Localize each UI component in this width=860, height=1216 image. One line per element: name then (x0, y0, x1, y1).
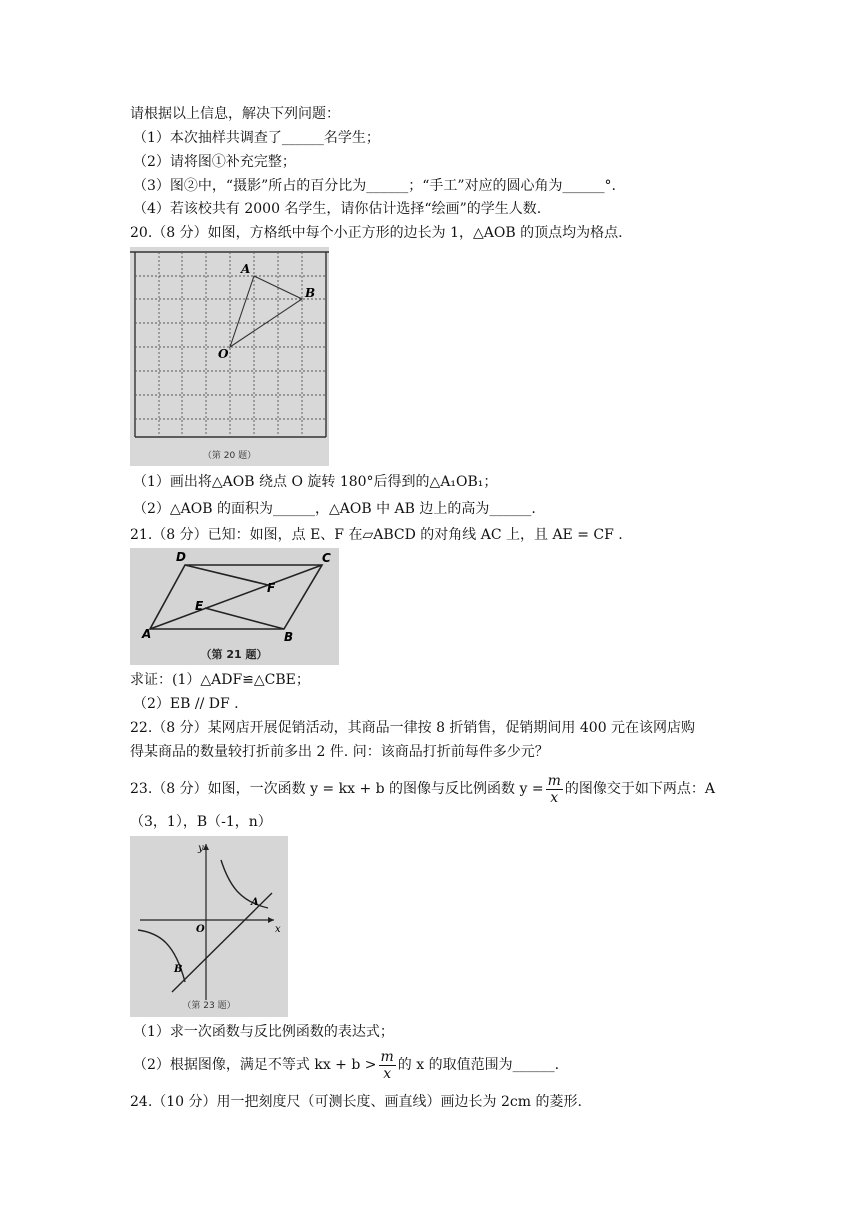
figure-21-caption: （第 21 题） (200, 648, 268, 661)
q20-part1: （1）画出将△AOB 绕点 O 旋转 180°后得到的△A₁OB₁； (133, 474, 498, 490)
q19-part3: （3）图②中，“摄影”所占的百分比为______；“手工”对应的圆心角为______°. (133, 178, 616, 194)
q23-fraction (546, 773, 563, 806)
q23-stem-a: 23.（8 分）如图，一次函数 y = kx + b 的图像与反比例函数 y = (130, 781, 544, 797)
q24-stem: 24.（10 分）用一把刻度尺（可测长度、画直线）画边长为 2cm 的菱形. (130, 1094, 582, 1110)
q23-part2-a: （2）根据图像，满足不等式 kx + b > (133, 1057, 377, 1073)
figure-23-svg (130, 836, 288, 1017)
label-x: x (275, 924, 281, 935)
q19-part1: （1）本次抽样共调查了______名学生； (133, 130, 380, 146)
label-a: A (251, 897, 259, 908)
fraction-denominator: x (550, 789, 559, 806)
figure-23 (130, 836, 288, 1017)
label-a: A (241, 262, 251, 276)
q22-line1: 22.（8 分）某网店开展促销活动，其商品一律按 8 折销售，促销期间用 400 元在该网店购 (130, 720, 696, 736)
label-o: O (218, 347, 229, 361)
q23-part2 (133, 1046, 559, 1084)
q21-part2: （2）EB // DF . (133, 696, 239, 712)
q23-part2-fraction (379, 1049, 396, 1082)
figure-23-caption: （第 23 题） (182, 1001, 236, 1011)
figure-20-caption: （第 20 题） (202, 451, 257, 461)
label-y: y (198, 843, 204, 854)
figure-21 (130, 548, 339, 665)
figure-20-svg (130, 247, 329, 466)
label-c: C (322, 551, 331, 565)
q22-line2: 得某商品的数量较打折前多出 2 件. 问：该商品打折前每件多少元？ (130, 744, 549, 760)
q23-stem2: （3，1），B（-1，n） (130, 814, 272, 830)
q19-part4: （4）若该校共有 2000 名学生，请你估计选择“绘画”的学生人数. (133, 201, 542, 217)
q19-part2: （2）请将图①补充完整； (133, 154, 296, 170)
fraction-numerator: m (547, 772, 561, 789)
figure-20 (130, 247, 329, 466)
label-b: B (305, 286, 316, 300)
intro-text: 请根据以上信息，解决下列问题： (130, 106, 340, 122)
q23-part1: （1）求一次函数与反比例函数的表达式； (133, 1024, 394, 1040)
fraction-denominator: x (383, 1065, 392, 1082)
q23-stem (130, 770, 715, 808)
label-b: B (284, 630, 294, 644)
label-e: E (195, 599, 204, 613)
label-d: D (176, 550, 186, 564)
q21-stem: 21.（8 分）已知：如图，点 E、F 在▱ABCD 的对角线 AC 上，且 AE = CF . (130, 527, 623, 543)
q23-part2-b: 的 x 的取值范围为______. (397, 1057, 560, 1073)
q20-stem: 20.（8 分）如图，方格纸中每个小正方形的边长为 1，△AOB 的顶点均为格点. (130, 225, 623, 241)
q23-stem-b: 的图像交于如下两点：A (564, 781, 715, 797)
figure-21-svg (130, 548, 339, 665)
label-b: B (174, 964, 183, 975)
q20-part2: （2）△AOB 的面积为______，△AOB 中 AB 边上的高为______. (133, 501, 536, 517)
q21-part1: 求证：(1）△ADF≌△CBE； (130, 672, 310, 688)
label-o: O (196, 924, 205, 935)
label-f: F (267, 581, 276, 595)
fraction-numerator: m (380, 1048, 394, 1065)
label-a: A (142, 627, 152, 641)
